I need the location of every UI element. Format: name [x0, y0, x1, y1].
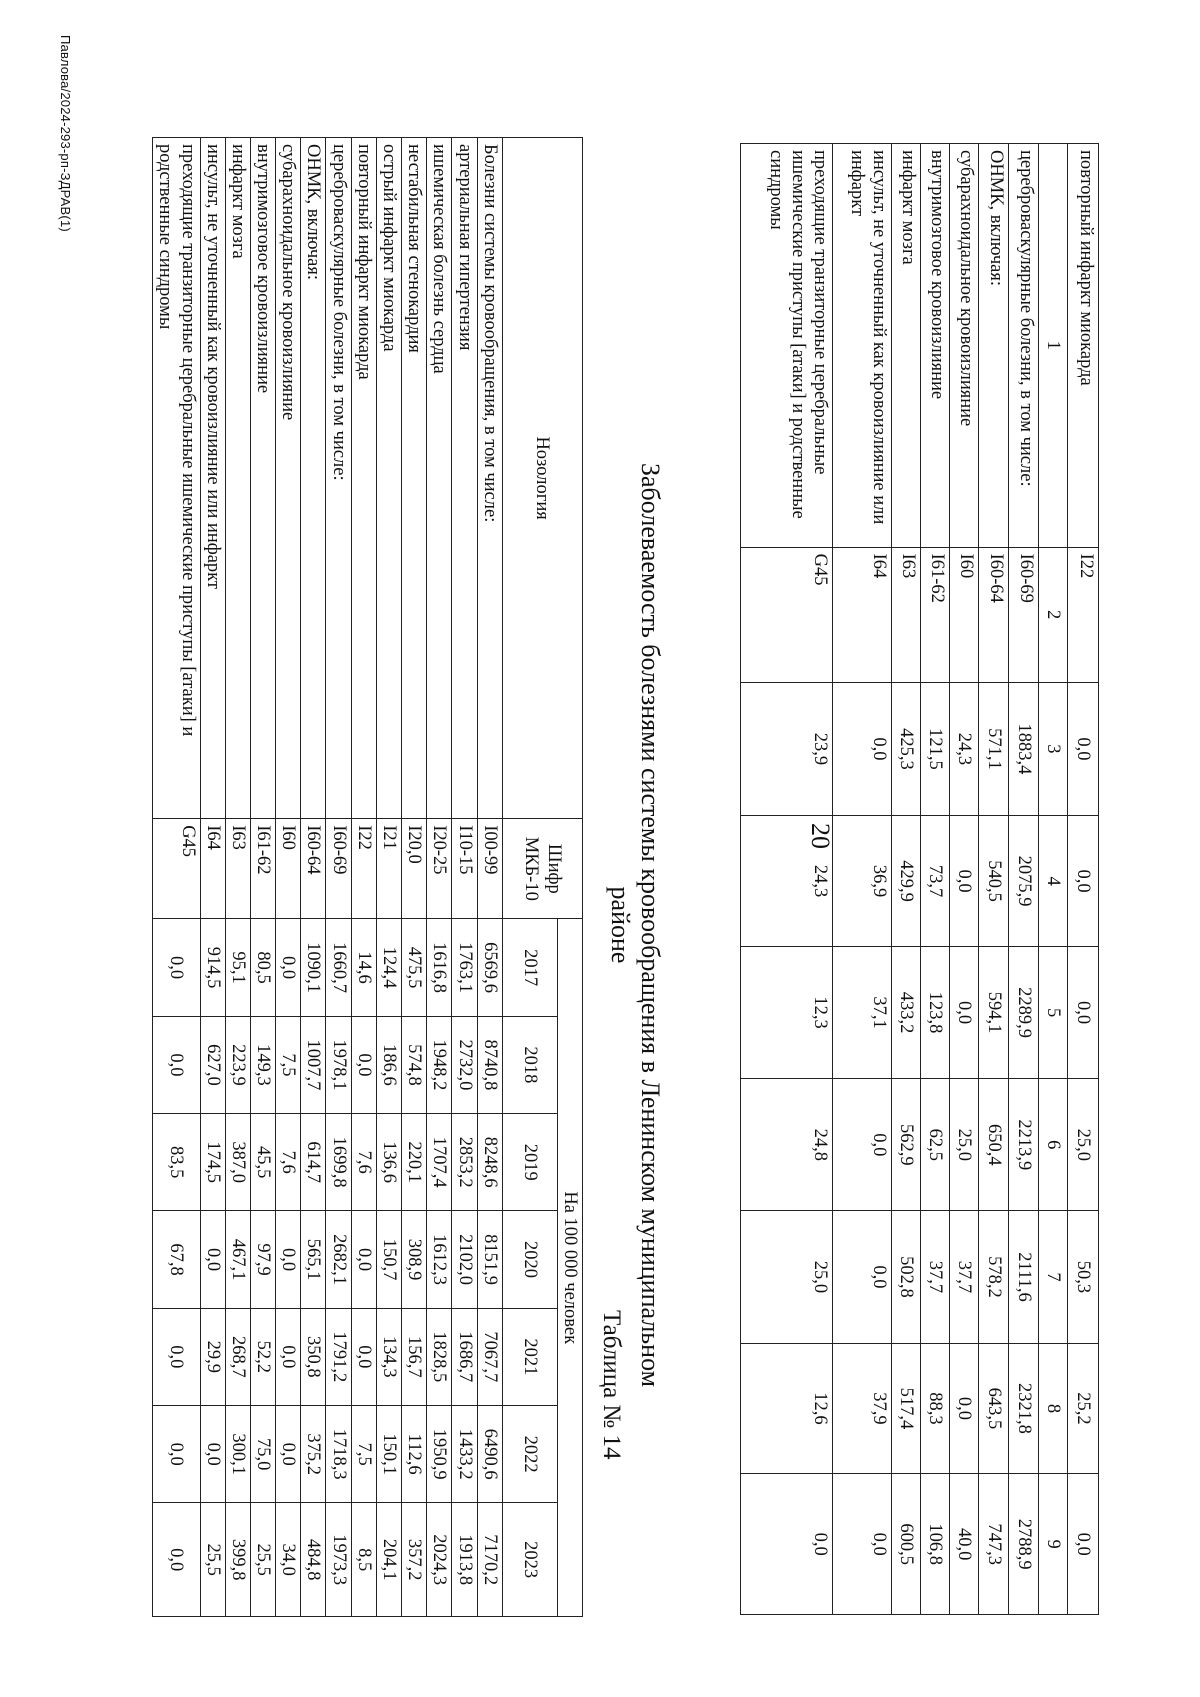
icd-code-cell: I61-62 [921, 547, 950, 682]
nosology-cell: субарахноидальное кровоизлияние [950, 144, 979, 548]
value-cell: 204,1 [376, 1503, 401, 1617]
value-cell: 914,5 [200, 919, 225, 1016]
value-cell: 574,8 [402, 1016, 427, 1113]
icd-code-cell: I60-64 [979, 547, 1009, 682]
value-cell: 425,3 [892, 682, 921, 816]
value-cell: 0,0 [1068, 946, 1099, 1078]
value-cell: 134,3 [376, 1308, 401, 1405]
table-row [833, 144, 892, 1615]
icd-code-cell: I63 [225, 819, 250, 919]
nosology-cell: нестабильная стенокардия [402, 138, 427, 819]
icd-code-cell: I21 [376, 819, 401, 919]
value-cell: 67,8 [153, 1211, 200, 1308]
value-cell: 52,2 [250, 1308, 275, 1405]
value-cell: 0,0 [741, 1474, 833, 1615]
value-cell: 1699,8 [326, 1114, 351, 1211]
value-cell: 0,0 [833, 1079, 892, 1211]
value-cell: 150,7 [376, 1211, 401, 1308]
value-cell: 4 [1039, 816, 1068, 947]
icd-code-cell: I63 [892, 547, 921, 682]
value-cell: 1828,5 [427, 1308, 452, 1405]
value-cell: 2075,9 [1009, 816, 1039, 947]
icd-code-cell: 2 [1039, 547, 1068, 682]
value-cell: 1007,7 [301, 1016, 326, 1113]
value-cell: 25,0 [741, 1211, 833, 1343]
value-cell: 23,9 [741, 682, 833, 816]
value-cell: 650,4 [979, 1079, 1009, 1211]
value-cell: 0,0 [950, 816, 979, 947]
value-cell: 8248,6 [477, 1114, 502, 1211]
icd-code-cell: I64 [833, 547, 892, 682]
nosology-cell: внутримозговое кровоизлияние [250, 138, 275, 819]
table1-body [741, 144, 1099, 1615]
nosology-cell: острый инфаркт миокарда [376, 138, 401, 819]
value-cell: 12,3 [741, 946, 833, 1078]
table-row [452, 138, 477, 1617]
value-cell: 45,5 [250, 1114, 275, 1211]
value-cell: 7067,7 [477, 1308, 502, 1405]
value-cell: 37,9 [833, 1343, 892, 1474]
header-year: 2017 [502, 919, 557, 1016]
nosology-cell: инфаркт мозга [892, 144, 921, 548]
value-cell: 2853,2 [452, 1114, 477, 1211]
value-cell: 136,6 [376, 1114, 401, 1211]
value-cell: 220,1 [402, 1114, 427, 1211]
value-cell: 300,1 [225, 1406, 250, 1503]
header-year: 2021 [502, 1308, 557, 1405]
table-row [326, 138, 351, 1617]
value-cell: 1978,1 [326, 1016, 351, 1113]
value-cell: 1883,4 [1009, 682, 1039, 816]
value-cell: 562,9 [892, 1079, 921, 1211]
value-cell: 1973,3 [326, 1503, 351, 1617]
value-cell: 123,8 [921, 946, 950, 1078]
nosology-cell: преходящие транзиторные церебральные ишемические приступы [атаки] и родственные синдромы [741, 144, 833, 548]
value-cell: 6569,6 [477, 919, 502, 1016]
value-cell: 6490,6 [477, 1406, 502, 1503]
table-row [1009, 144, 1039, 1615]
value-cell: 36,9 [833, 816, 892, 947]
nosology-cell: преходящие транзиторные церебральные ишемические приступы [атаки] и родственные синдромы [153, 138, 200, 819]
icd-code-cell: I22 [1068, 547, 1099, 682]
value-cell: 8740,8 [477, 1016, 502, 1113]
value-cell: 0,0 [1068, 1474, 1099, 1615]
value-cell: 387,0 [225, 1114, 250, 1211]
nosology-cell: инсульт, не уточненный как кровоизлияние или инфаркт [833, 144, 892, 548]
value-cell: 25,0 [1068, 1079, 1099, 1211]
value-cell: 429,9 [892, 816, 921, 947]
value-cell: 7,5 [276, 1016, 301, 1113]
value-cell: 25,0 [950, 1079, 979, 1211]
header-year: 2020 [502, 1211, 557, 1308]
value-cell: 308,9 [402, 1211, 427, 1308]
value-cell: 399,8 [225, 1503, 250, 1617]
value-cell: 600,5 [892, 1474, 921, 1615]
nosology-cell: ишемическая болезнь сердца [427, 138, 452, 819]
value-cell: 1707,4 [427, 1114, 452, 1211]
value-cell: 1718,3 [326, 1406, 351, 1503]
value-cell: 12,6 [741, 1343, 833, 1474]
value-cell: 502,8 [892, 1211, 921, 1343]
value-cell: 0,0 [276, 1406, 301, 1503]
value-cell: 1660,7 [326, 919, 351, 1016]
value-cell: 0,0 [950, 946, 979, 1078]
value-cell: 174,5 [200, 1114, 225, 1211]
value-cell: 594,1 [979, 946, 1009, 1078]
value-cell: 268,7 [225, 1308, 250, 1405]
value-cell: 2111,6 [1009, 1211, 1039, 1343]
value-cell: 0,0 [200, 1211, 225, 1308]
nosology-cell: ОНМК, включая: [979, 144, 1009, 548]
value-cell: 0,0 [1068, 682, 1099, 816]
value-cell: 83,5 [153, 1114, 200, 1211]
value-cell: 0,0 [351, 1308, 376, 1405]
value-cell: 8151,9 [477, 1211, 502, 1308]
value-cell: 0,0 [153, 1308, 200, 1405]
value-cell: 0,0 [833, 1474, 892, 1615]
table-row [979, 144, 1009, 1615]
table-row [1039, 144, 1068, 1615]
value-cell: 40,0 [950, 1474, 979, 1615]
table-number-label: Таблица № 14 [598, 1310, 625, 1460]
value-cell: 34,0 [276, 1503, 301, 1617]
value-cell: 1612,3 [427, 1211, 452, 1308]
icd-code-cell: I10-15 [452, 819, 477, 919]
value-cell: 2788,9 [1009, 1474, 1039, 1615]
value-cell: 614,7 [301, 1114, 326, 1211]
value-cell: 7 [1039, 1211, 1068, 1343]
value-cell: 95,1 [225, 919, 250, 1016]
header-icd-code: Шифр МКБ-10 [502, 819, 582, 919]
value-cell: 1791,2 [326, 1308, 351, 1405]
value-cell: 1090,1 [301, 919, 326, 1016]
value-cell: 37,1 [833, 946, 892, 1078]
table-row [225, 138, 250, 1617]
nosology-cell: артериальная гипертензия [452, 138, 477, 819]
value-cell: 0,0 [276, 1308, 301, 1405]
table-row [301, 138, 326, 1617]
value-cell: 5 [1039, 946, 1068, 1078]
value-cell: 97,9 [250, 1211, 275, 1308]
value-cell: 1763,1 [452, 919, 477, 1016]
value-cell: 50,3 [1068, 1211, 1099, 1343]
value-cell: 467,1 [225, 1211, 250, 1308]
table-row [200, 138, 225, 1617]
value-cell: 9 [1039, 1474, 1068, 1615]
value-cell: 0,0 [833, 682, 892, 816]
value-cell: 2289,9 [1009, 946, 1039, 1078]
value-cell: 7,6 [351, 1114, 376, 1211]
table-row [477, 138, 502, 1617]
page-number: 20 [806, 823, 835, 849]
value-cell: 7,5 [351, 1406, 376, 1503]
value-cell: 14,6 [351, 919, 376, 1016]
table-continuation [740, 143, 1099, 1615]
value-cell: 0,0 [200, 1406, 225, 1503]
value-cell: 517,4 [892, 1343, 921, 1474]
icd-code-cell: I60 [950, 547, 979, 682]
nosology-cell: цереброваскулярные болезни, в том числе: [1009, 144, 1039, 548]
icd-code-cell: I20-25 [427, 819, 452, 919]
value-cell: 578,2 [979, 1211, 1009, 1343]
value-cell: 1948,2 [427, 1016, 452, 1113]
value-cell: 7170,2 [477, 1503, 502, 1617]
value-cell: 75,0 [250, 1406, 275, 1503]
value-cell: 1950,9 [427, 1406, 452, 1503]
header-year: 2023 [502, 1503, 557, 1617]
value-cell: 2102,0 [452, 1211, 477, 1308]
value-cell: 112,6 [402, 1406, 427, 1503]
icd-code-cell: I00-99 [477, 819, 502, 919]
nosology-cell: цереброваскулярные болезни, в том числе: [326, 138, 351, 819]
nosology-cell: инфаркт мозга [225, 138, 250, 819]
value-cell: 1433,2 [452, 1406, 477, 1503]
table-row [427, 138, 452, 1617]
value-cell: 25,5 [200, 1503, 225, 1617]
icd-code-cell: G45 [741, 547, 833, 682]
value-cell: 350,8 [301, 1308, 326, 1405]
icd-code-cell: I60-69 [1009, 547, 1039, 682]
value-cell: 484,8 [301, 1503, 326, 1617]
icd-code-cell: G45 [153, 819, 200, 919]
value-cell: 106,8 [921, 1474, 950, 1615]
icd-code-cell: I60-64 [301, 819, 326, 919]
icd-code-cell: I61-62 [250, 819, 275, 919]
table-row [351, 138, 376, 1617]
value-cell: 0,0 [833, 1211, 892, 1343]
table-row [376, 138, 401, 1617]
value-cell: 121,5 [921, 682, 950, 816]
nosology-cell: Болезни системы кровообращения, в том числе: [477, 138, 502, 819]
value-cell: 433,2 [892, 946, 921, 1078]
value-cell: 643,5 [979, 1343, 1009, 1474]
value-cell: 37,7 [950, 1211, 979, 1343]
value-cell: 88,3 [921, 1343, 950, 1474]
value-cell: 2321,8 [1009, 1343, 1039, 1474]
table-row [921, 144, 950, 1615]
nosology-cell: 1 [1039, 144, 1068, 548]
icd-code-cell: I64 [200, 819, 225, 919]
nosology-cell: повторный инфаркт миокарда [1068, 144, 1099, 548]
nosology-cell: субарахноидальное кровоизлияние [276, 138, 301, 819]
value-cell: 24,3 [741, 816, 833, 947]
table-row [250, 138, 275, 1617]
value-cell: 571,1 [979, 682, 1009, 816]
header-year: 2018 [502, 1016, 557, 1113]
value-cell: 73,7 [921, 816, 950, 947]
header-nosology: Нозология [502, 138, 582, 819]
header-per-100k: На 100 000 человек [557, 919, 582, 1617]
value-cell: 7,6 [276, 1114, 301, 1211]
value-cell: 8 [1039, 1343, 1068, 1474]
value-cell: 25,2 [1068, 1343, 1099, 1474]
icd-code-cell: I22 [351, 819, 376, 919]
table-row [1068, 144, 1099, 1615]
icd-code-cell: I60-69 [326, 819, 351, 919]
value-cell: 149,3 [250, 1016, 275, 1113]
value-cell: 747,3 [979, 1474, 1009, 1615]
value-cell: 29,9 [200, 1308, 225, 1405]
value-cell: 2682,1 [326, 1211, 351, 1308]
value-cell: 0,0 [950, 1343, 979, 1474]
value-cell: 540,5 [979, 816, 1009, 947]
header-year: 2019 [502, 1114, 557, 1211]
value-cell: 24,8 [741, 1079, 833, 1211]
table-row [276, 138, 301, 1617]
value-cell: 150,1 [376, 1406, 401, 1503]
value-cell: 37,7 [921, 1211, 950, 1343]
table-row [153, 138, 200, 1617]
value-cell: 2024,3 [427, 1503, 452, 1617]
value-cell: 627,0 [200, 1016, 225, 1113]
value-cell: 156,7 [402, 1308, 427, 1405]
value-cell: 2732,0 [452, 1016, 477, 1113]
value-cell: 357,2 [402, 1503, 427, 1617]
icd-code-cell: I20,0 [402, 819, 427, 919]
nosology-cell: повторный инфаркт миокарда [351, 138, 376, 819]
value-cell: 8,5 [351, 1503, 376, 1617]
value-cell: 565,1 [301, 1211, 326, 1308]
header-year: 2022 [502, 1406, 557, 1503]
table2-header-row-1 [557, 138, 582, 1617]
value-cell: 0,0 [153, 1503, 200, 1617]
nosology-cell: ОНМК, включая: [301, 138, 326, 819]
table-row [402, 138, 427, 1617]
value-cell: 0,0 [351, 1016, 376, 1113]
value-cell: 62,5 [921, 1079, 950, 1211]
value-cell: 186,6 [376, 1016, 401, 1113]
value-cell: 1913,8 [452, 1503, 477, 1617]
value-cell: 0,0 [153, 1016, 200, 1113]
table-row [950, 144, 979, 1615]
value-cell: 0,0 [153, 1406, 200, 1503]
value-cell: 1686,7 [452, 1308, 477, 1405]
value-cell: 80,5 [250, 919, 275, 1016]
value-cell: 25,5 [250, 1503, 275, 1617]
document-code: Павлова/2024-293-рп-ЗДРАВ(1) [58, 35, 73, 232]
value-cell: 0,0 [1068, 816, 1099, 947]
value-cell: 0,0 [276, 919, 301, 1016]
value-cell: 1616,8 [427, 919, 452, 1016]
value-cell: 24,3 [950, 682, 979, 816]
table2-body [153, 138, 503, 1617]
nosology-cell: инсульт, не уточненный как кровоизлияние или инфаркт [200, 138, 225, 819]
table-row [892, 144, 921, 1615]
value-cell: 375,2 [301, 1406, 326, 1503]
nosology-cell: внутримозговое кровоизлияние [921, 144, 950, 548]
icd-code-cell: I60 [276, 819, 301, 919]
table-14 [152, 137, 583, 1617]
value-cell: 0,0 [153, 919, 200, 1016]
section-heading: Заболеваемость болезнями системы кровообращения в Ленинском муниципальном районе [606, 462, 665, 1388]
value-cell: 3 [1039, 682, 1068, 816]
value-cell: 475,5 [402, 919, 427, 1016]
value-cell: 0,0 [276, 1211, 301, 1308]
value-cell: 6 [1039, 1079, 1068, 1211]
value-cell: 2213,9 [1009, 1079, 1039, 1211]
value-cell: 124,4 [376, 919, 401, 1016]
value-cell: 223,9 [225, 1016, 250, 1113]
value-cell: 0,0 [351, 1211, 376, 1308]
table-row [741, 144, 833, 1615]
